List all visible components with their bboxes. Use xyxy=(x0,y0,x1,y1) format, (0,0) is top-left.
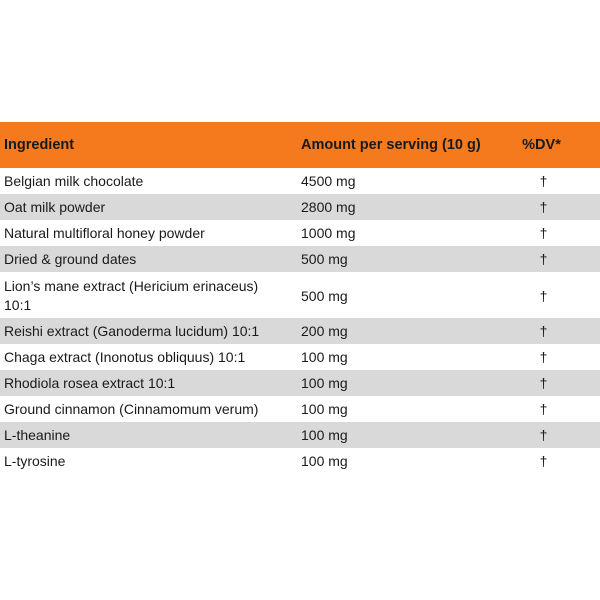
amount-cell: 500 mg xyxy=(301,287,348,304)
amount-cell: 100 mg xyxy=(301,348,348,365)
ingredient-cell: Lion’s mane extract (Hericium erinaceus) 10:1 xyxy=(4,278,259,313)
dv-cell: † xyxy=(539,224,548,241)
table-row xyxy=(0,272,600,318)
table-row xyxy=(0,194,600,220)
amount-cell: 1000 mg xyxy=(301,224,356,241)
amount-cell: 200 mg xyxy=(301,322,348,339)
dv-cell: † xyxy=(539,348,548,365)
ingredient-cell: Dried & ground dates xyxy=(4,250,137,267)
table-row xyxy=(0,448,600,474)
amount-cell: 4500 mg xyxy=(301,172,356,189)
ingredient-cell: Reishi extract (Ganoderma lucidum) 10:1 xyxy=(4,322,260,339)
amount-cell: 2800 mg xyxy=(301,198,356,215)
table-row xyxy=(0,370,600,396)
dv-cell: † xyxy=(539,198,548,215)
table-row xyxy=(0,168,600,194)
ingredient-cell: Natural multifloral honey powder xyxy=(4,224,205,241)
amount-cell: 100 mg xyxy=(301,452,348,469)
header-amount: Amount per serving (10 g) xyxy=(301,136,481,153)
table-row xyxy=(0,344,600,370)
ingredients-table xyxy=(0,122,600,474)
ingredient-cell: Chaga extract (Inonotus obliquus) 10:1 xyxy=(4,348,246,365)
amount-cell: 100 mg xyxy=(301,426,348,443)
header-ingredient: Ingredient xyxy=(4,136,75,153)
table-row xyxy=(0,396,600,422)
ingredient-cell: Rhodiola rosea extract 10:1 xyxy=(4,374,176,391)
table-row xyxy=(0,246,600,272)
amount-cell: 100 mg xyxy=(301,374,348,391)
dv-cell: † xyxy=(539,426,548,443)
dv-cell: † xyxy=(539,452,548,469)
ingredient-cell: Ground cinnamon (Cinnamomum verum) xyxy=(4,400,259,417)
dv-cell: † xyxy=(539,374,548,391)
ingredient-cell: L-theanine xyxy=(4,426,71,443)
ingredient-cell: Oat milk powder xyxy=(4,198,106,215)
dv-cell: † xyxy=(539,172,548,189)
dv-cell: † xyxy=(539,400,548,417)
table-row xyxy=(0,220,600,246)
dv-cell: † xyxy=(539,322,548,339)
dv-cell: † xyxy=(539,250,548,267)
table-header xyxy=(0,122,600,168)
ingredient-cell: L-tyrosine xyxy=(4,452,66,469)
table-row xyxy=(0,422,600,448)
ingredient-cell: Belgian milk chocolate xyxy=(4,172,144,189)
header-dv: %DV* xyxy=(522,136,561,153)
amount-cell: 100 mg xyxy=(301,400,348,417)
amount-cell: 500 mg xyxy=(301,250,348,267)
dv-cell: † xyxy=(539,287,548,304)
table-row xyxy=(0,318,600,344)
